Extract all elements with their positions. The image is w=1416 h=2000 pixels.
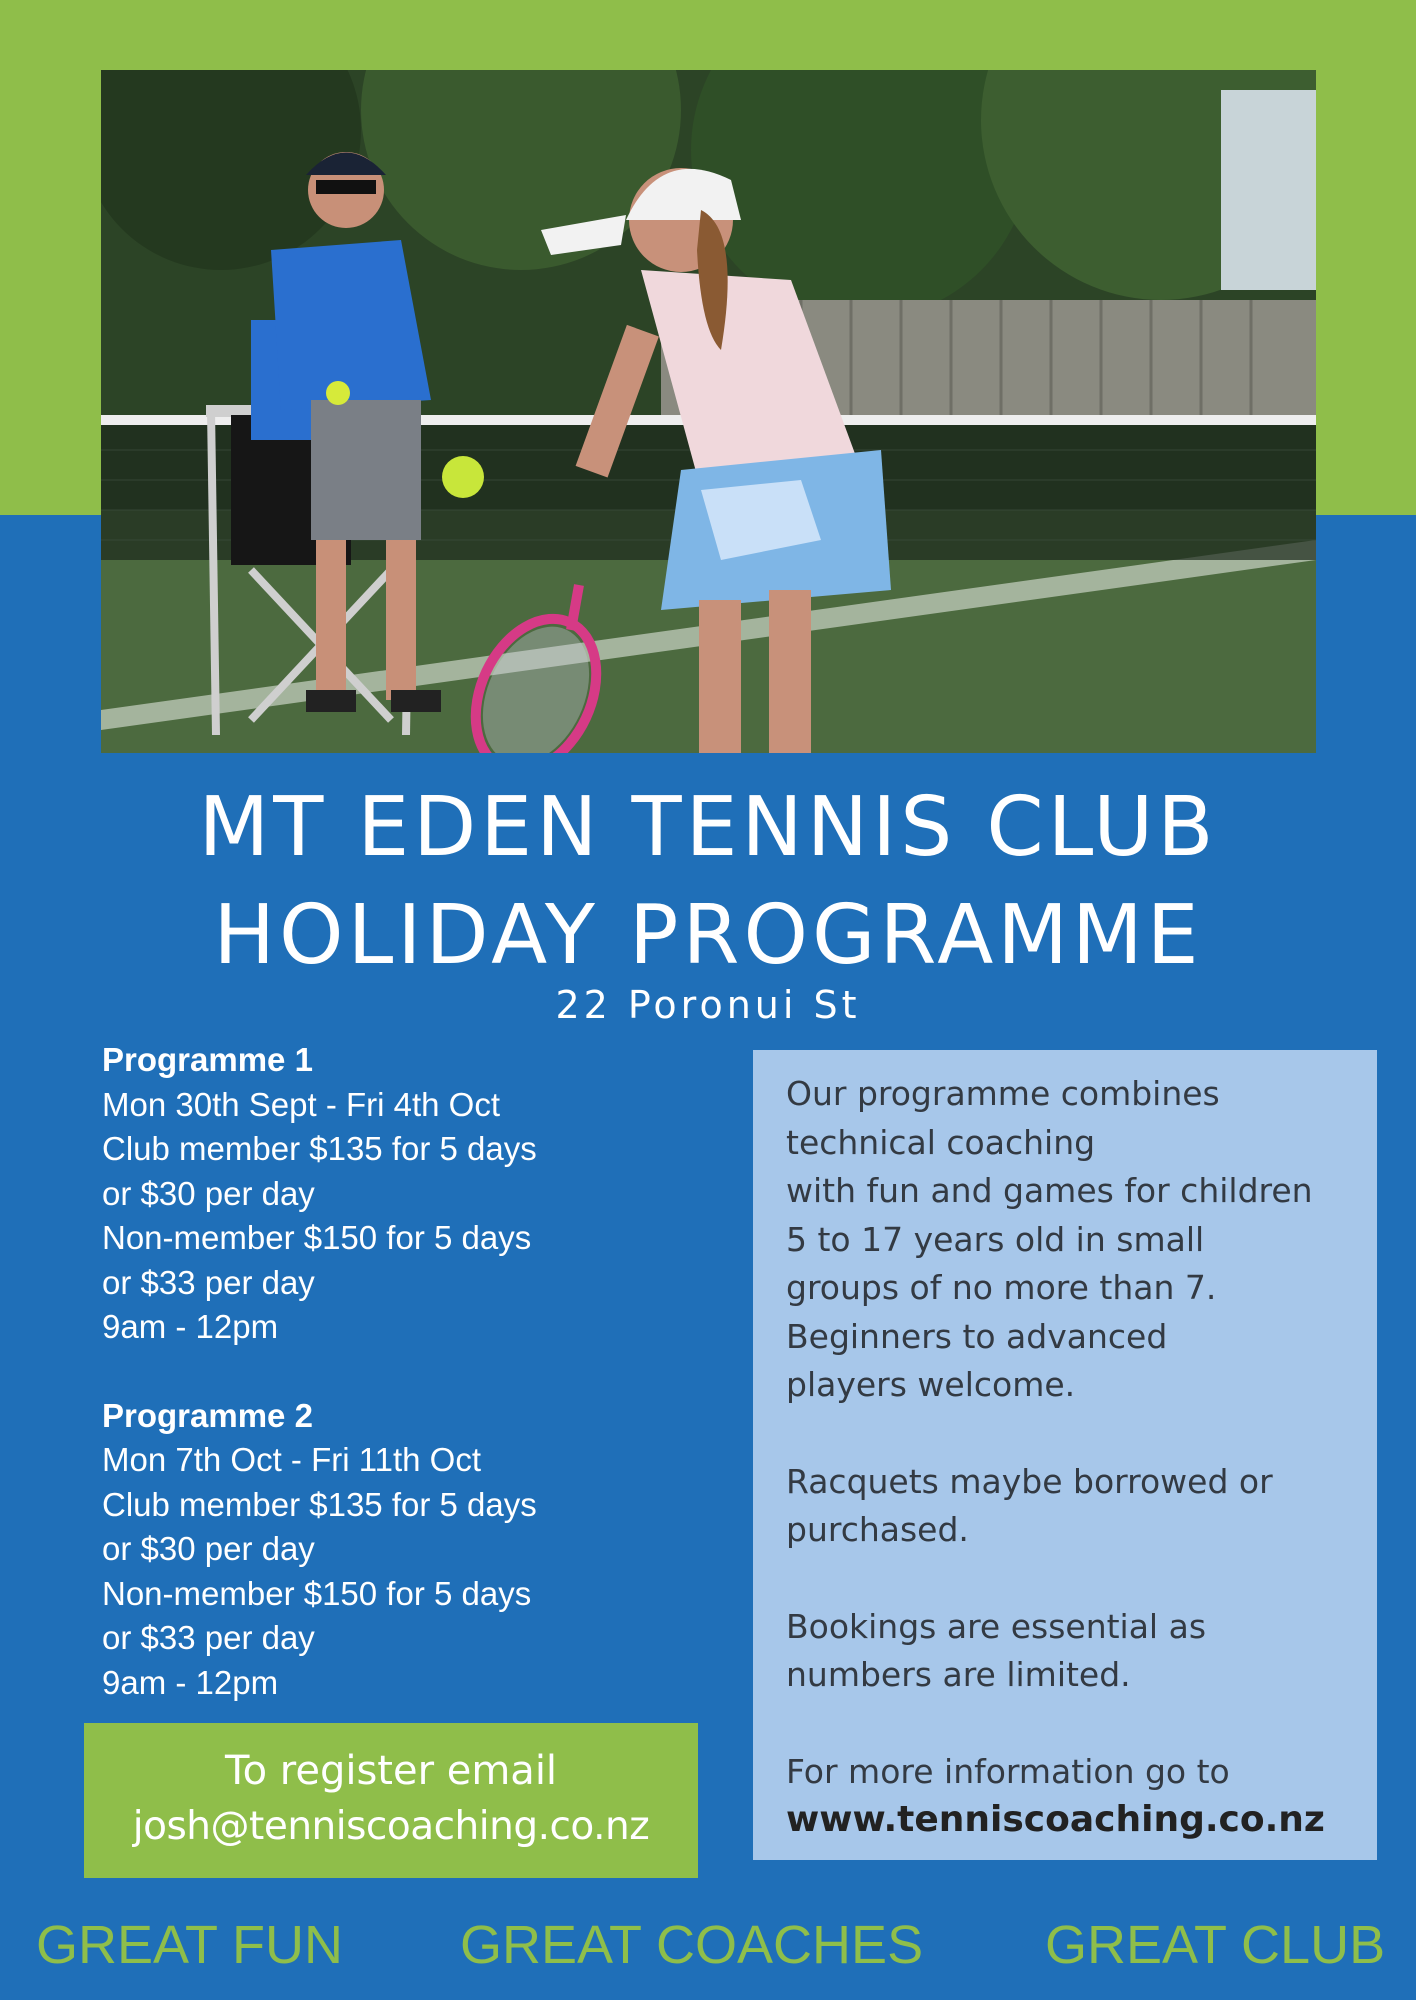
programme-2 <box>102 1394 662 1706</box>
info-line: groups of no more than 7. <box>786 1268 1217 1307</box>
register-email-link[interactable]: josh@tenniscoaching.co.nz <box>132 1804 650 1849</box>
info-line: 5 to 17 years old in small <box>786 1219 1205 1259</box>
programme-member-daily: or $30 per day <box>102 1174 315 1212</box>
programme-hours: 9am - 12pm <box>102 1663 279 1701</box>
info-line: with fun and games for children <box>786 1171 1313 1210</box>
info-bookings <box>786 1603 1355 1700</box>
programme-member-price: Club member $135 for 5 days <box>102 1485 537 1523</box>
info-more <box>786 1748 1355 1845</box>
programme-nonmember-daily: or $33 per day <box>102 1619 315 1656</box>
programme-list <box>102 1038 662 1749</box>
info-line: numbers are limited. <box>786 1655 1131 1694</box>
register-box <box>84 1723 698 1878</box>
info-line: purchased. <box>786 1510 969 1549</box>
info-line: Bookings are essential as <box>786 1606 1207 1646</box>
programme-nonmember-price: Non-member $150 for 5 days <box>102 1219 532 1256</box>
programme-member-daily: or $30 per day <box>102 1530 315 1567</box>
programme-dates: Mon 7th Oct - Fri 11th Oct <box>102 1441 482 1478</box>
programme-heading: Programme 2 <box>102 1396 313 1434</box>
info-line: Racquets maybe borrowed or <box>786 1461 1273 1501</box>
info-line: Beginners to advanced <box>786 1316 1168 1356</box>
programme-member-price: Club member $135 for 5 days <box>102 1130 537 1167</box>
club-address: 22 Poronui St <box>555 983 861 1027</box>
title-line-programme: HOLIDAY PROGRAMME <box>213 888 1203 983</box>
info-line: Our programme combines <box>786 1074 1220 1113</box>
register-label: To register email <box>224 1748 558 1794</box>
tagline-great-coaches: GREAT COACHES <box>460 1915 924 1975</box>
hero-photo <box>101 70 1316 753</box>
info-racquets <box>786 1458 1355 1555</box>
tennis-coaching-photo <box>101 70 1316 753</box>
programme-heading: Programme 1 <box>102 1041 313 1078</box>
programme-nonmember-price: Non-member $150 for 5 days <box>102 1574 532 1612</box>
title-line-club: MT EDEN TENNIS CLUB <box>198 780 1218 875</box>
programme-dates: Mon 30th Sept - Fri 4th Oct <box>102 1085 500 1123</box>
info-box <box>753 1050 1377 1860</box>
programme-nonmember-daily: or $33 per day <box>102 1263 315 1301</box>
tagline-great-club: GREAT CLUB <box>1045 1915 1386 1975</box>
website-link[interactable]: www.tenniscoaching.co.nz <box>786 1799 1325 1840</box>
info-line: For more information go to <box>786 1751 1230 1791</box>
tagline-great-fun: GREAT FUN <box>36 1915 344 1975</box>
info-line: technical coaching <box>786 1122 1096 1162</box>
programme-hours: 9am - 12pm <box>102 1308 279 1345</box>
info-description <box>786 1070 1355 1410</box>
programme-1 <box>102 1038 662 1350</box>
info-line: players welcome. <box>786 1365 1076 1404</box>
